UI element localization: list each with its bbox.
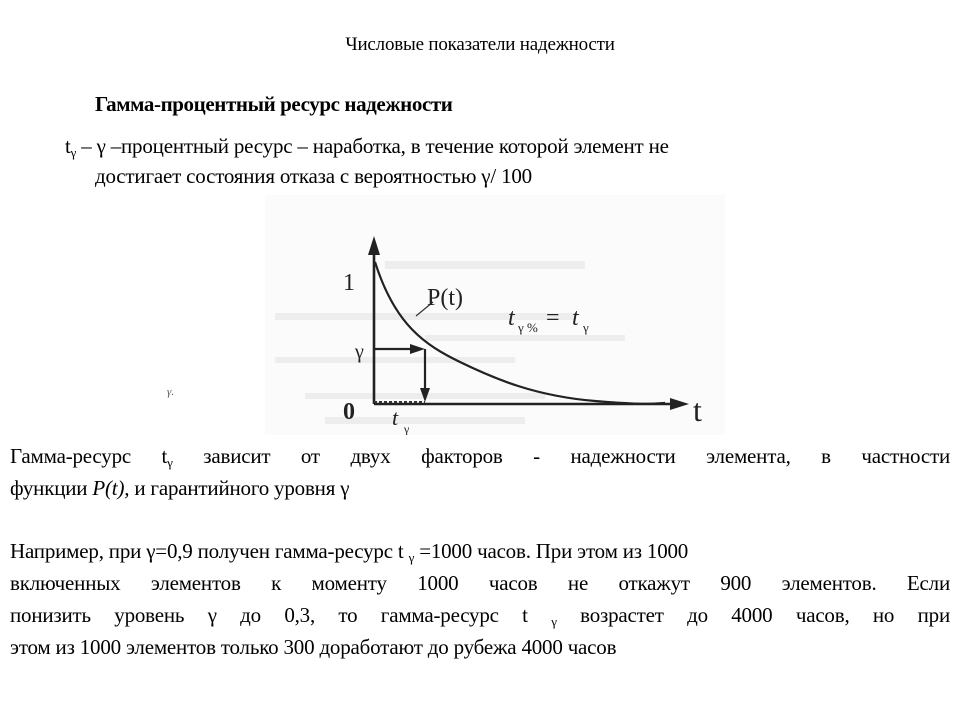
t-gamma-marker-label: t	[392, 405, 399, 430]
t-gamma-marker-sub: γ	[404, 422, 410, 435]
paragraph-2-line-4: этом из 1000 элементов только 300 доработают до рубежа 4000 часов	[10, 635, 617, 659]
paragraph-2-line-1-post: =1000 часов. При этом из 1000	[414, 539, 689, 563]
formula-rhs: t	[572, 305, 579, 331]
paragraph-example	[10, 535, 950, 663]
symbol-gamma-subscript: γ	[70, 145, 77, 160]
paragraph-1-line-2-pre: функции	[10, 476, 93, 500]
y-label-gamma: γ	[355, 341, 364, 363]
paragraph-2-line-2: включенных элементов к моменту 1000 часов не откажут 900 элементов. Если	[10, 571, 950, 595]
definition-line-1	[65, 134, 669, 158]
slide-title: Числовые показатели надежности	[345, 34, 615, 55]
paragraph-2-line-1-sub: γ	[408, 550, 415, 565]
paragraph-1-line-1-post: зависит от двух факторов - надежности элемента, в частности	[172, 444, 950, 468]
reliability-curve-figure	[265, 195, 725, 435]
paragraph-2-line-3-post: возрастет до 4000 часов, но при	[556, 603, 950, 627]
paragraph-2-line-1	[10, 535, 950, 567]
symbol-t: t	[65, 134, 71, 158]
reliability-curve-diagram	[265, 195, 725, 435]
paragraph-2-line-3-pre: понизить уровень γ до 0,3, то гамма-ресурс t	[10, 603, 552, 627]
definition-text	[65, 131, 875, 191]
stray-gamma-mark: γ.	[167, 386, 175, 398]
paragraph-2-line-3	[10, 599, 950, 631]
section-heading: Гамма-процентный ресурс надежности	[95, 92, 453, 116]
paragraph-1-p-of-t: P(t),	[92, 476, 130, 500]
p-of-t-label: P(t)	[427, 285, 463, 311]
paragraph-1-line-2-post: и гарантийного уровня γ	[129, 476, 350, 500]
paragraph-1-line-1-pre: Гамма-ресурс t	[10, 444, 168, 468]
y-label-zero: 0	[343, 399, 355, 425]
paragraph-2-line-3-sub: γ	[551, 614, 557, 629]
paragraph-1-gamma-sub: γ	[167, 455, 173, 470]
paragraph-2-line-1-pre: Например, при γ=0,9 получен гамма-ресурс t	[10, 539, 409, 563]
x-axis-label-t: t	[693, 392, 702, 428]
paragraph-1-line-1	[10, 440, 950, 472]
definition-line-1-text: – γ –процентный ресурс – наработка, в течение которой элемент не	[76, 134, 669, 158]
formula-rhs-sub: γ	[583, 320, 589, 335]
formula-equals: =	[546, 305, 560, 331]
y-label-one: 1	[343, 270, 355, 296]
paragraph-gamma-factors	[10, 440, 950, 504]
definition-line-2: достигает состояния отказа с вероятностью γ/ 100	[95, 164, 532, 188]
formula-lhs-sub: γ %	[518, 320, 538, 335]
paragraph-1-line-2	[10, 472, 950, 504]
formula-lhs: t	[508, 305, 515, 331]
